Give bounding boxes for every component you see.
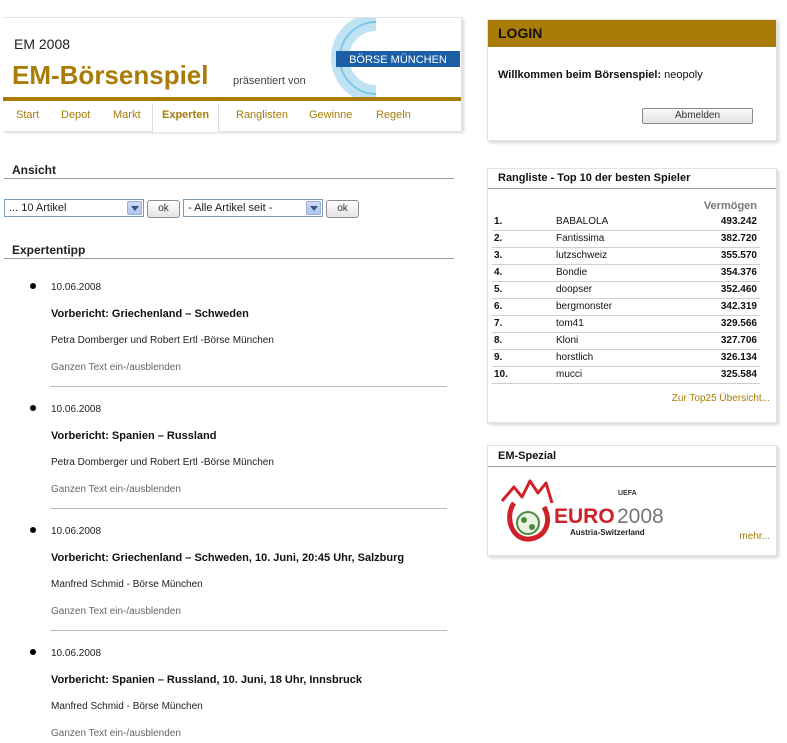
- top25-link[interactable]: Zur Top25 Übersicht...: [671, 393, 770, 404]
- player-name: Fantissima: [556, 233, 605, 244]
- ranking-row: [492, 282, 760, 299]
- header-divider: [3, 97, 461, 101]
- svg-text:UEFA: UEFA: [618, 490, 637, 497]
- player-name: lutzschweiz: [556, 250, 608, 261]
- chevron-down-icon[interactable]: [306, 201, 321, 215]
- player-value: 354.376: [720, 267, 757, 278]
- login-box: [487, 19, 777, 141]
- article-separator: [50, 630, 447, 631]
- article-toggle-link[interactable]: Ganzen Text ein-/ausblenden: [51, 606, 181, 617]
- player-value: 342.319: [720, 301, 757, 312]
- em-spezial-heading: EM-Spezial: [498, 450, 557, 462]
- rank-number: 4.: [494, 267, 503, 278]
- tab-regeln[interactable]: Regeln: [376, 109, 411, 121]
- article-headline: Vorbericht: Spanien – Russland: [51, 430, 217, 442]
- ranking-row: [492, 265, 760, 282]
- ansicht-divider: [4, 178, 454, 179]
- ranking-row: [492, 248, 760, 265]
- svg-text:BÖRSE MÜNCHEN: BÖRSE MÜNCHEN: [349, 54, 447, 66]
- player-value: 493.242: [720, 216, 757, 227]
- rank-number: 6.: [494, 301, 503, 312]
- bullet-icon: [30, 527, 36, 533]
- tab-start[interactable]: Start: [16, 109, 40, 121]
- username: neopoly: [664, 69, 703, 81]
- article-toggle-link[interactable]: Ganzen Text ein-/ausblenden: [51, 362, 181, 373]
- article-separator: [50, 508, 447, 509]
- ranking-row: [492, 214, 760, 231]
- ranking-row: [492, 299, 760, 316]
- svg-text:Austria-Switzerland: Austria-Switzerland: [570, 528, 645, 537]
- event-label: EM 2008: [14, 36, 71, 52]
- rank-number: 10.: [494, 369, 508, 380]
- article-since-select[interactable]: [183, 199, 323, 217]
- player-name: Kloni: [556, 335, 579, 346]
- rank-number: 3.: [494, 250, 503, 261]
- article-date: 10.06.2008: [51, 648, 102, 659]
- article-headline: Vorbericht: Griechenland – Schweden, 10. Juni, 20:45 Uhr, Salzburg: [51, 552, 405, 564]
- expertentipp-divider: [4, 258, 454, 259]
- article-count-value: ... 10 Artikel: [9, 202, 67, 214]
- svg-text:EURO: EURO: [554, 505, 615, 528]
- article-author: Petra Domberger und Robert Ertl -Börse München: [51, 457, 274, 468]
- player-name: doopser: [556, 284, 593, 295]
- player-value: 327.706: [720, 335, 757, 346]
- player-name: tom41: [556, 318, 584, 329]
- rank-number: 8.: [494, 335, 503, 346]
- chevron-down-icon[interactable]: [127, 201, 142, 215]
- article-date: 10.06.2008: [51, 404, 102, 415]
- site-header: [3, 17, 462, 131]
- tab-ranglisten[interactable]: Ranglisten: [236, 109, 288, 121]
- since-ok-button[interactable]: ok: [326, 200, 359, 218]
- bullet-icon: [30, 649, 36, 655]
- article-toggle-link[interactable]: Ganzen Text ein-/ausblenden: [51, 484, 181, 495]
- count-ok-button[interactable]: ok: [147, 200, 180, 218]
- player-name: horstlich: [556, 352, 594, 363]
- expertentipp-heading: Expertentipp: [12, 243, 86, 257]
- rank-number: 1.: [494, 216, 503, 227]
- player-name: Bondie: [556, 267, 588, 278]
- player-name: mucci: [556, 369, 583, 380]
- player-name: bergmonster: [556, 301, 613, 312]
- ranking-box: [487, 168, 777, 423]
- article-toggle-link[interactable]: Ganzen Text ein-/ausblenden: [51, 728, 181, 739]
- player-value: 382.720: [720, 233, 757, 244]
- site-title[interactable]: EM-Börsenspiel: [12, 60, 209, 90]
- tab-depot[interactable]: Depot: [61, 109, 91, 121]
- logout-button[interactable]: Abmelden: [642, 108, 753, 124]
- ranking-divider: [488, 188, 776, 189]
- em-spezial-box: [487, 445, 777, 556]
- rank-number: 2.: [494, 233, 503, 244]
- value-column-header: Vermögen: [703, 200, 757, 212]
- ranking-heading: Rangliste - Top 10 der besten Spieler: [498, 172, 691, 184]
- tab-markt[interactable]: Markt: [113, 109, 141, 121]
- login-heading: LOGIN: [488, 20, 776, 47]
- article-author: Petra Domberger und Robert Ertl -Börse München: [51, 335, 274, 346]
- rank-number: 9.: [494, 352, 503, 363]
- tab-gewinne[interactable]: Gewinne: [309, 109, 353, 121]
- presented-by-label: präsentiert von: [233, 75, 306, 87]
- article-date: 10.06.2008: [51, 282, 102, 293]
- article-count-select[interactable]: [4, 199, 144, 217]
- svg-text:2008: 2008: [617, 505, 664, 528]
- ranking-row: [492, 350, 760, 367]
- player-value: 355.570: [720, 250, 757, 261]
- boerse-muenchen-logo[interactable]: [306, 18, 462, 98]
- player-value: 329.566: [720, 318, 757, 329]
- article-headline: Vorbericht: Griechenland – Schweden: [51, 308, 249, 320]
- welcome-message: [498, 69, 703, 81]
- main-nav: [3, 103, 461, 131]
- article-since-value: - Alle Artikel seit -: [188, 202, 273, 214]
- article-headline: Vorbericht: Spanien – Russland, 10. Juni, 18 Uhr, Innsbruck: [51, 674, 362, 686]
- player-name: BABALOLA: [556, 216, 609, 227]
- rank-number: 5.: [494, 284, 503, 295]
- article-separator: [50, 386, 447, 387]
- em-spezial-more-link[interactable]: mehr...: [739, 531, 770, 542]
- player-value: 352.460: [720, 284, 757, 295]
- ranking-row: [492, 231, 760, 248]
- welcome-label: Willkommen beim Börsenspiel:: [498, 69, 662, 81]
- em-spezial-divider: [488, 466, 776, 467]
- article-author: Manfred Schmid - Börse München: [51, 701, 203, 712]
- article-date: 10.06.2008: [51, 526, 102, 537]
- ranking-row: [492, 333, 760, 350]
- ansicht-heading: Ansicht: [12, 163, 57, 177]
- bullet-icon: [30, 405, 36, 411]
- ranking-row: [492, 316, 760, 333]
- bullet-icon: [30, 283, 36, 289]
- player-value: 325.584: [720, 369, 757, 380]
- player-value: 326.134: [720, 352, 757, 363]
- euro2008-logo[interactable]: [500, 473, 690, 547]
- ranking-row: [492, 367, 760, 384]
- article-author: Manfred Schmid - Börse München: [51, 579, 203, 590]
- rank-number: 7.: [494, 318, 503, 329]
- tab-experten[interactable]: Experten: [152, 103, 219, 132]
